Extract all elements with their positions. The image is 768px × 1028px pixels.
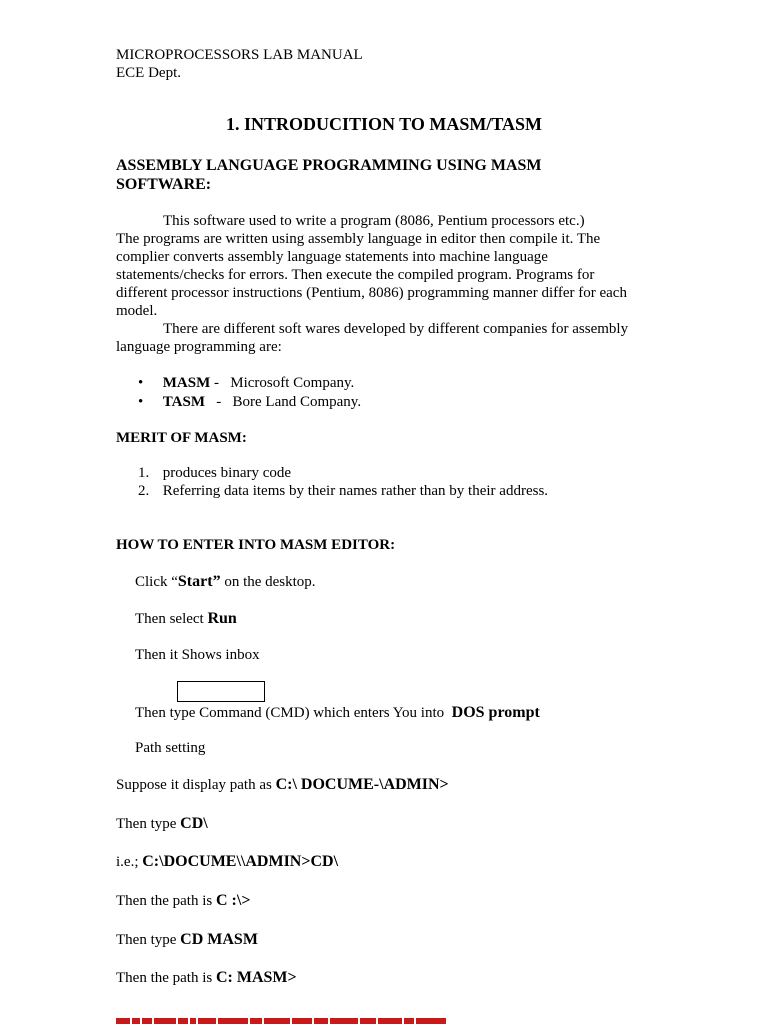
ie-example-line [116, 853, 338, 871]
step-text: Then type [116, 816, 181, 832]
step-text: Click “ [135, 574, 178, 590]
section-heading-line2: SOFTWARE: [116, 176, 212, 193]
step-text: Then the path is [116, 893, 216, 909]
path-keyword: C :\> [215, 892, 251, 909]
merit-item [138, 464, 291, 482]
step-text: Then type [116, 932, 181, 948]
step-click-start [135, 573, 316, 591]
command-keyword: C:\DOCUME\\ADMIN>CD\ [142, 853, 339, 870]
step-select-run [135, 610, 237, 628]
bullet-separator: - [205, 394, 233, 410]
step-path-setting: Path setting [135, 740, 206, 756]
bullet-dot-icon: • [138, 394, 144, 410]
paragraph2-line: language programming are: [116, 339, 282, 355]
path-keyword: C: MASM> [215, 969, 297, 986]
paragraph1-line: This software used to write a program (8086, Pentium processors etc.) [163, 213, 585, 229]
step-text: Then select [135, 611, 208, 627]
path-display-line [116, 776, 449, 794]
bullet-term: MASM [162, 375, 211, 391]
header-manual-title: MICROPROCESSORS LAB MANUAL [116, 47, 363, 63]
bullet-item [138, 393, 361, 411]
paragraph1-line: complier converts assembly language statements into machine language [116, 249, 548, 265]
step-text: i.e.; [116, 854, 143, 870]
merit-item-text: Referring data items by their names rather than by their address. [162, 483, 549, 499]
cropped-next-line [116, 1018, 536, 1028]
step-text: Then type Command (CMD) which enters You into [135, 705, 452, 721]
paragraph1-line: The programs are written using assembly language in editor then compile it. The [116, 231, 601, 247]
merit-item [138, 482, 548, 500]
paragraph1-line: model. [116, 303, 158, 319]
step-text: on the desktop. [220, 574, 316, 590]
step-keyword: Start” [177, 573, 221, 590]
command-keyword: CD\ [180, 815, 208, 832]
bullet-term: TASM [162, 394, 205, 410]
page-title: 1. INTRODUCITION TO MASM/TASM [225, 114, 543, 134]
bullet-desc: Microsoft Company. [230, 375, 355, 391]
type-cd-masm-line [116, 931, 258, 949]
merit-item-number: 1. [138, 465, 150, 481]
merit-heading: MERIT OF MASM: [116, 430, 247, 446]
type-cd-line [116, 815, 208, 833]
run-inbox-illustration [177, 681, 265, 702]
paragraph1-line: statements/checks for errors. Then execute the compiled program. Programs for [116, 267, 595, 283]
howto-heading: HOW TO ENTER INTO MASM EDITOR: [116, 537, 396, 553]
step-text: Suppose it display path as [116, 777, 276, 793]
bullet-dot-icon: • [138, 375, 144, 391]
paragraph1-line: different processor instructions (Pentium, 8086) programming manner differ for each [116, 285, 627, 301]
bullet-desc: Bore Land Company. [232, 394, 362, 410]
merit-item-number: 2. [138, 483, 150, 499]
command-keyword: CD MASM [180, 931, 258, 948]
section-heading-line1: ASSEMBLY LANGUAGE PROGRAMMING USING MASM [116, 157, 542, 174]
step-keyword: DOS prompt [451, 704, 540, 721]
bullet-separator: - [210, 375, 231, 391]
path-is-masm-line [116, 969, 297, 987]
step-keyword: Run [207, 610, 237, 627]
merit-item-text: produces binary code [162, 465, 292, 481]
path-is-line [116, 892, 250, 910]
paragraph2-line: There are different soft wares developed by different companies for assembly [163, 321, 629, 337]
step-text: Then the path is [116, 970, 216, 986]
path-keyword: C:\ DOCUME-\ADMIN> [275, 776, 449, 793]
bullet-item [138, 374, 354, 392]
step-type-cmd [135, 704, 540, 722]
step-shows-inbox: Then it Shows inbox [135, 647, 260, 663]
header-department: ECE Dept. [116, 65, 181, 81]
